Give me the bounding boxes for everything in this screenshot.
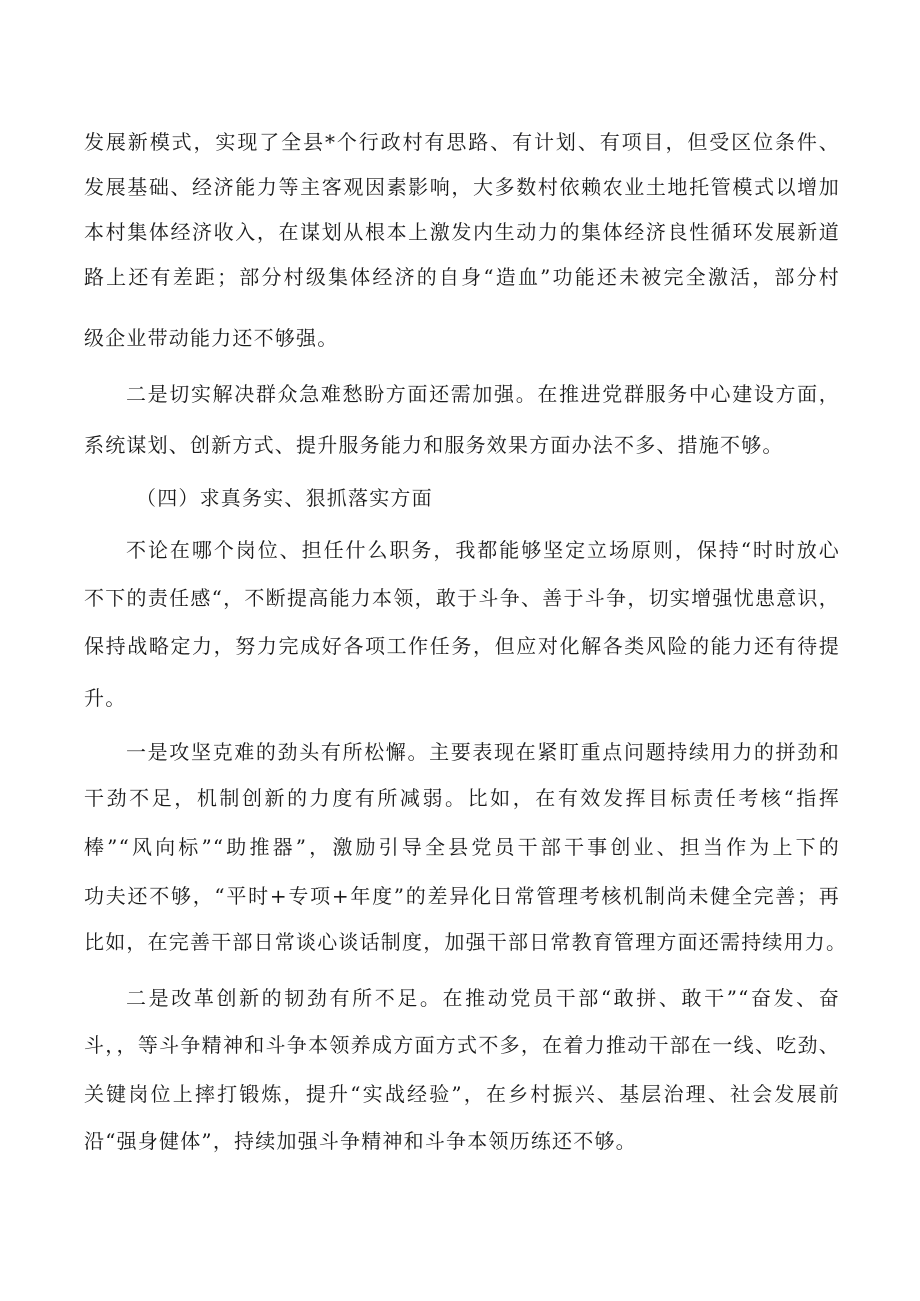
paragraph-first-line: 一是攻坚克难的劲头有所松懈。主要表现在紧盯重点问题持续用力的拼劲和 bbox=[126, 740, 840, 764]
text-line: 级企业带动能力还不够强。 bbox=[84, 326, 339, 350]
text-line: 保持战略定力，努力完成好各项工作任务，但应对化解各类风险的能力还有待提 bbox=[84, 634, 840, 658]
text-line: 干劲不足，机制创新的力度有所减弱。比如，在有效发挥目标责任考核“指挥 bbox=[84, 786, 840, 810]
text-line: 系统谋划、创新方式、提升服务能力和服务效果方面办法不多、措施不够。 bbox=[84, 433, 784, 457]
text-line: 不下的责任感“，不断提高能力本领，敢于斗争、善于斗争，切实增强忧患意识， bbox=[84, 586, 840, 610]
text-line: 路上还有差距；部分村级集体经济的自身“造血”功能还未被完全激活，部分村 bbox=[84, 265, 840, 289]
text-line: 棒”“风向标”“助推器”，激励引导全县党员干部干事创业、担当作为上下的 bbox=[84, 835, 840, 859]
text-line: 本村集体经济收入，在谋划从根本上激发内生动力的集体经济良性循环发展新道 bbox=[84, 220, 840, 244]
section-heading: （四）求真务实、狠抓落实方面 bbox=[136, 486, 433, 510]
paragraph-first-line: 不论在哪个岗位、担任什么职务，我都能够坚定立场原则，保持“时时放心 bbox=[126, 538, 840, 562]
text-line: 比如，在完善干部日常谈心谈话制度，加强干部日常教育管理方面还需持续用力。 bbox=[84, 930, 848, 954]
text-line: 沿“强身健体”，持续加强斗争精神和斗争本领历练还不够。 bbox=[84, 1129, 637, 1153]
text-line: 升。 bbox=[84, 686, 127, 710]
text-line: 关键岗位上摔打锻炼，提升“实战经验”，在乡村振兴、基层治理、社会发展前 bbox=[84, 1082, 840, 1106]
text-line: 发展新模式，实现了全县*个行政村有思路、有计划、有项目，但受区位条件、 bbox=[84, 130, 840, 154]
text-line: 功夫还不够，“平时+专项+年度”的差异化日常管理考核机制尚未健全完善；再 bbox=[84, 884, 840, 908]
text-line: 斗，，等斗争精神和斗争本领养成方面方式不多，在着力推动干部在一线、吃劲、 bbox=[84, 1033, 840, 1057]
paragraph-first-line: 二是改革创新的韧劲有所不足。在推动党员干部“敢拼、敢干”“奋发、奋 bbox=[126, 986, 840, 1010]
paragraph-first-line: 二是切实解决群众急难愁盼方面还需加强。在推进党群服务中心建设方面， bbox=[126, 382, 840, 406]
text-line: 发展基础、经济能力等主客观因素影响，大多数村依赖农业土地托管模式以增加 bbox=[84, 175, 840, 199]
